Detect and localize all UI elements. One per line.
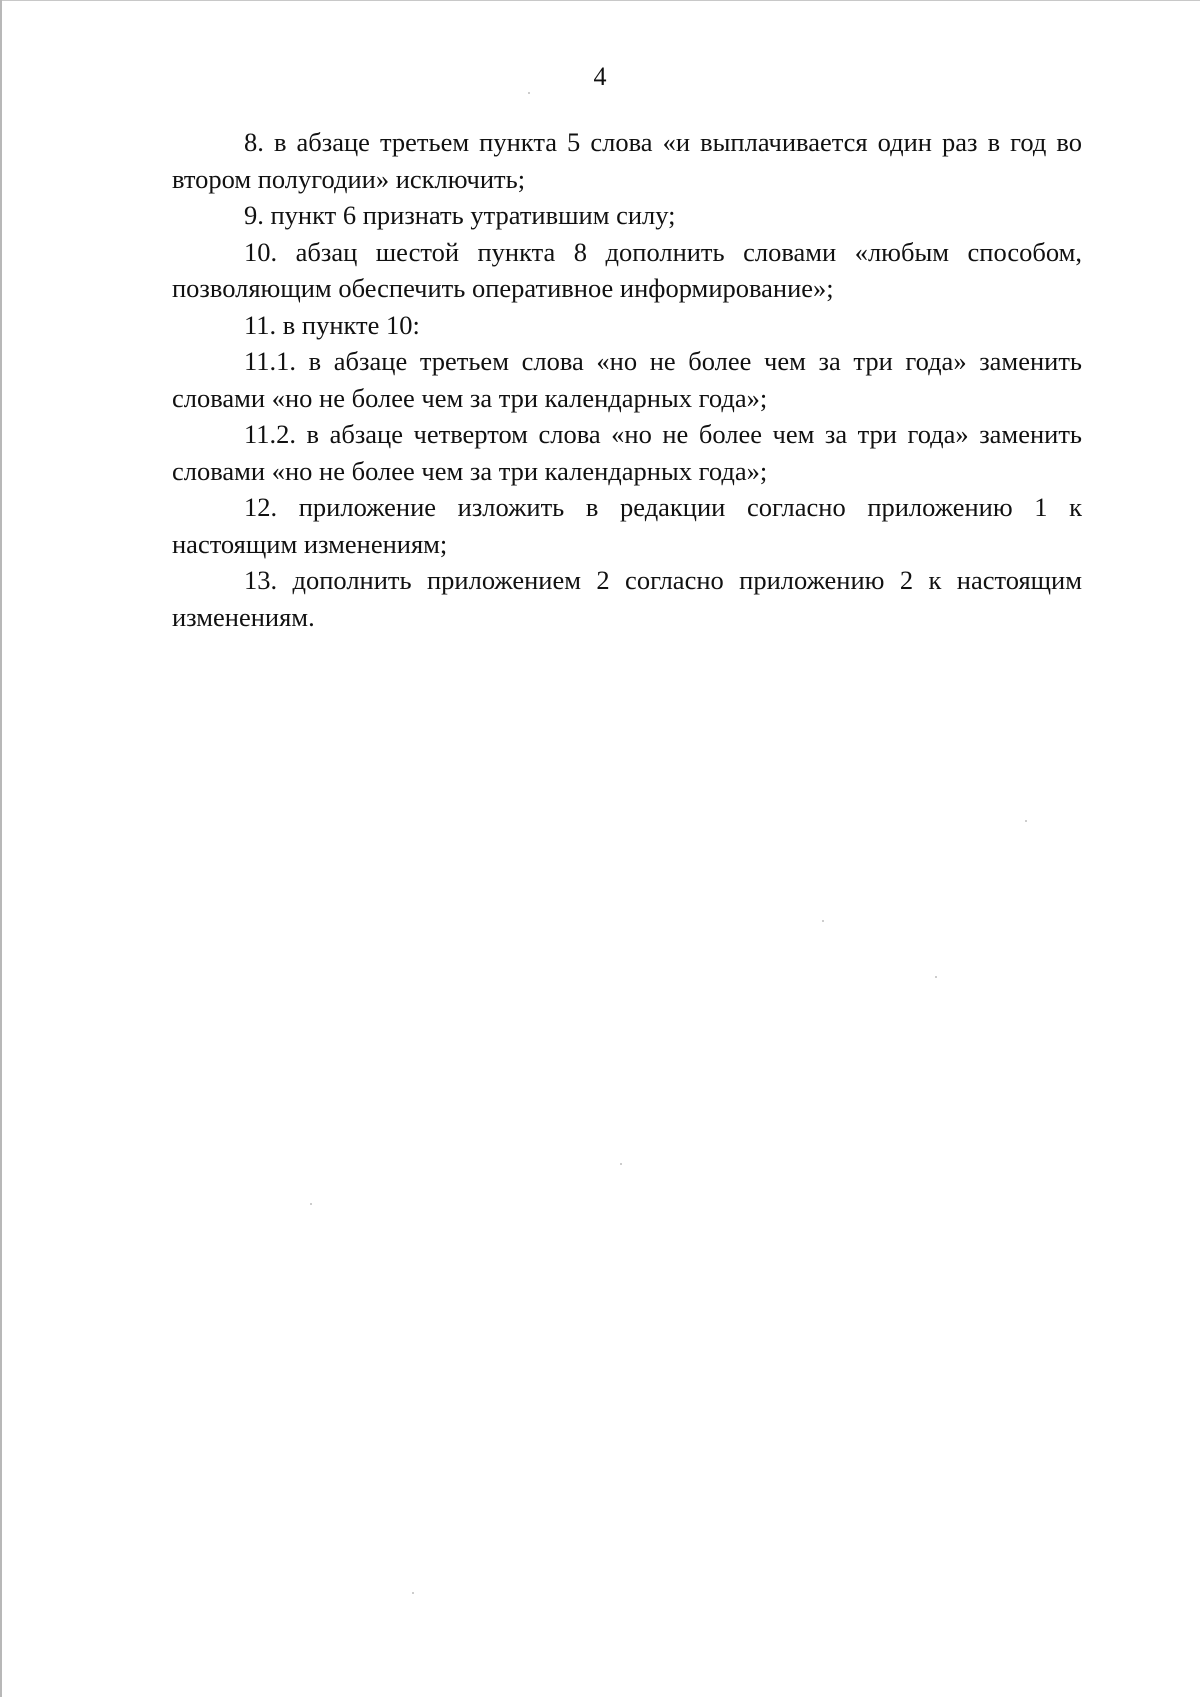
scan-speck <box>620 1163 622 1165</box>
paragraph-item-12: 12. приложение изложить в редакции согласно приложению 1 к настоящим изменениям; <box>172 492 1082 559</box>
scan-speck <box>412 1592 414 1594</box>
document-body <box>172 124 1082 635</box>
scan-speck <box>528 92 530 94</box>
scan-speck <box>1025 820 1027 822</box>
scan-speck <box>310 1203 312 1205</box>
scan-speck <box>822 920 824 922</box>
scan-left-edge <box>0 0 2 1697</box>
paragraph-item-11: 11. в пункте 10: <box>244 309 420 340</box>
paragraph-item-11-1: 11.1. в абзаце третьем слова «но не более чем за три года» заменить словами «но не более чем за три календарных года»; <box>172 346 1082 413</box>
scan-speck <box>935 976 937 978</box>
page-number: 4 <box>593 62 607 91</box>
scan-top-edge <box>0 0 1200 1</box>
paragraph-item-9: 9. пункт 6 признать утратившим силу; <box>244 200 676 230</box>
paragraph-item-11-2: 11.2. в абзаце четвертом слова «но не более чем за три года» заменить словами «но не более чем за три календарных года»; <box>172 419 1082 486</box>
paragraph-item-8: 8. в абзаце третьем пункта 5 слова «и выплачивается один раз в год во втором полугодии» исключить; <box>172 127 1082 194</box>
paragraph-item-13: 13. дополнить приложением 2 согласно приложению 2 к настоящим изменениям. <box>172 565 1082 632</box>
paragraph-item-10: 10. абзац шестой пункта 8 дополнить словами «любым способом, позволяющим обеспечить оперативное информирование»; <box>172 236 1082 303</box>
